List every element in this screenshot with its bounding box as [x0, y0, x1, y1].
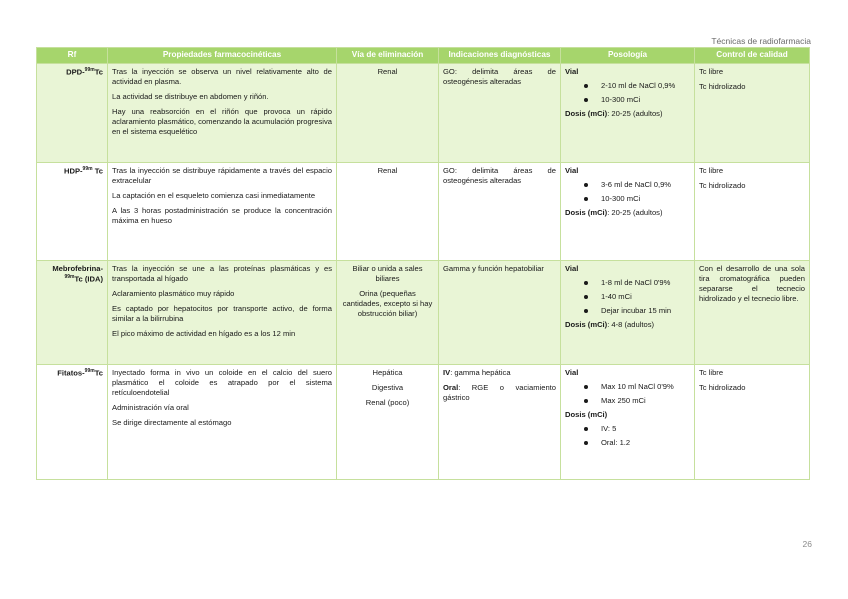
indic-cell: IV: gamma hepática Oral: RGE o vaciamiento gástrico — [439, 364, 561, 479]
col-header-qc: Control de calidad — [695, 48, 810, 64]
qc-cell: Tc libre Tc hidrolizado — [695, 162, 810, 260]
rf-cell: Fitatos-$^{99m}$Tc — [37, 364, 108, 479]
qc-cell: Tc libre Tc hidrolizado — [695, 364, 810, 479]
rf-cell: Mebrofebrina- $^{99m}$Tc (IDA) — [37, 260, 108, 364]
col-header-elim: Vía de eliminación — [337, 48, 439, 64]
indic-cell: GO: delimita áreas de osteogénesis alteradas — [439, 162, 561, 260]
list-item: 2-10 ml de NaCl 0,9% — [589, 81, 690, 91]
col-header-posologia: Posología — [561, 48, 695, 64]
col-header-rf: Rf — [37, 48, 108, 64]
props-cell: Tras la inyección se observa un nivel relativamente alto de actividad en plasma. La actividad se distribuye en abdomen y riñón. Hay una reabsorción en el riñón que provoca un rápido aclaramiento plasmático, comenzando la acumulación progresiva en el sistema esquelético — [108, 63, 337, 162]
props-cell: Tras la inyección se une a las proteínas plasmáticas y es transportada al hígado Aclaramiento plasmático muy rápido Es captado por hepatocitos por transporte activo, de forma similar a la bilirrubina El pico máximo de actividad en hígado es a los 12 min — [108, 260, 337, 364]
list-item: 1-8 ml de NaCl 0'9% — [589, 278, 690, 288]
col-header-props: Propiedades farmacocinéticas — [108, 48, 337, 64]
posologia-cell: Vial Max 10 ml NaCl 0'9% Max 250 mCi Dosis (mCi) IV: 5 Oral: 1.2 — [561, 364, 695, 479]
list-item: Max 10 ml NaCl 0'9% — [589, 382, 690, 392]
list-item: 3-6 ml de NaCl 0,9% — [589, 180, 690, 190]
rf-cell: HDP-$^{99m}$ Tc — [37, 162, 108, 260]
rf-cell: DPD-$^{99m}$Tc — [37, 63, 108, 162]
elim-cell: Renal — [337, 63, 439, 162]
list-item: Dejar incubar 15 min — [589, 306, 690, 316]
props-cell: Inyectado forma in vivo un coloide en el calcio del suero plasmático el coloide es atrapado por el sistema retículoendotelial Administración vía oral Se dirige directamente al estómago — [108, 364, 337, 479]
col-header-indic: Indicaciones diagnósticas — [439, 48, 561, 64]
elim-cell: Renal — [337, 162, 439, 260]
radiopharmacy-table — [36, 47, 810, 480]
list-item: 10-300 mCi — [589, 95, 690, 105]
elim-cell: Biliar o unida a sales biliares Orina (pequeñas cantidades, excepto si hay obstrucción biliar) — [337, 260, 439, 364]
qc-cell: Con el desarrollo de una sola tira cromatográfica pueden separarse el tecnecio hidrolizado y el tecnecio libre. — [695, 260, 810, 364]
indic-cell: GO: delimita áreas de osteogénesis alteradas — [439, 63, 561, 162]
posologia-cell: Vial 2-10 ml de NaCl 0,9% 10-300 mCi Dosis (mCi): 20-25 (adultos) — [561, 63, 695, 162]
props-cell: Tras la inyección se distribuye rápidamente a través del espacio extracelular La captación en el esqueleto comienza casi inmediatamente A las 3 horas postadministración se produce la concentración máxima en hueso — [108, 162, 337, 260]
table-row — [37, 364, 810, 479]
qc-cell: Tc libre Tc hidrolizado — [695, 63, 810, 162]
table-row — [37, 162, 810, 260]
table-header-row — [37, 48, 810, 64]
indic-cell: Gamma y función hepatobiliar — [439, 260, 561, 364]
list-item: Oral: 1.2 — [589, 438, 690, 448]
list-item: 1-40 mCi — [589, 292, 690, 302]
page-number: 26 — [802, 539, 812, 549]
posologia-cell: Vial 3-6 ml de NaCl 0,9% 10-300 mCi Dosis (mCi): 20-25 (adultos) — [561, 162, 695, 260]
table-row — [37, 63, 810, 162]
list-item: 10-300 mCi — [589, 194, 690, 204]
list-item: Max 250 mCi — [589, 396, 690, 406]
table-row — [37, 260, 810, 364]
list-item: IV: 5 — [589, 424, 690, 434]
header-title: Técnicas de radiofarmacia — [711, 36, 811, 46]
posologia-cell: Vial 1-8 ml de NaCl 0'9% 1-40 mCi Dejar incubar 15 min Dosis (mCi): 4-8 (adultos) — [561, 260, 695, 364]
elim-cell: Hepática Digestiva Renal (poco) — [337, 364, 439, 479]
